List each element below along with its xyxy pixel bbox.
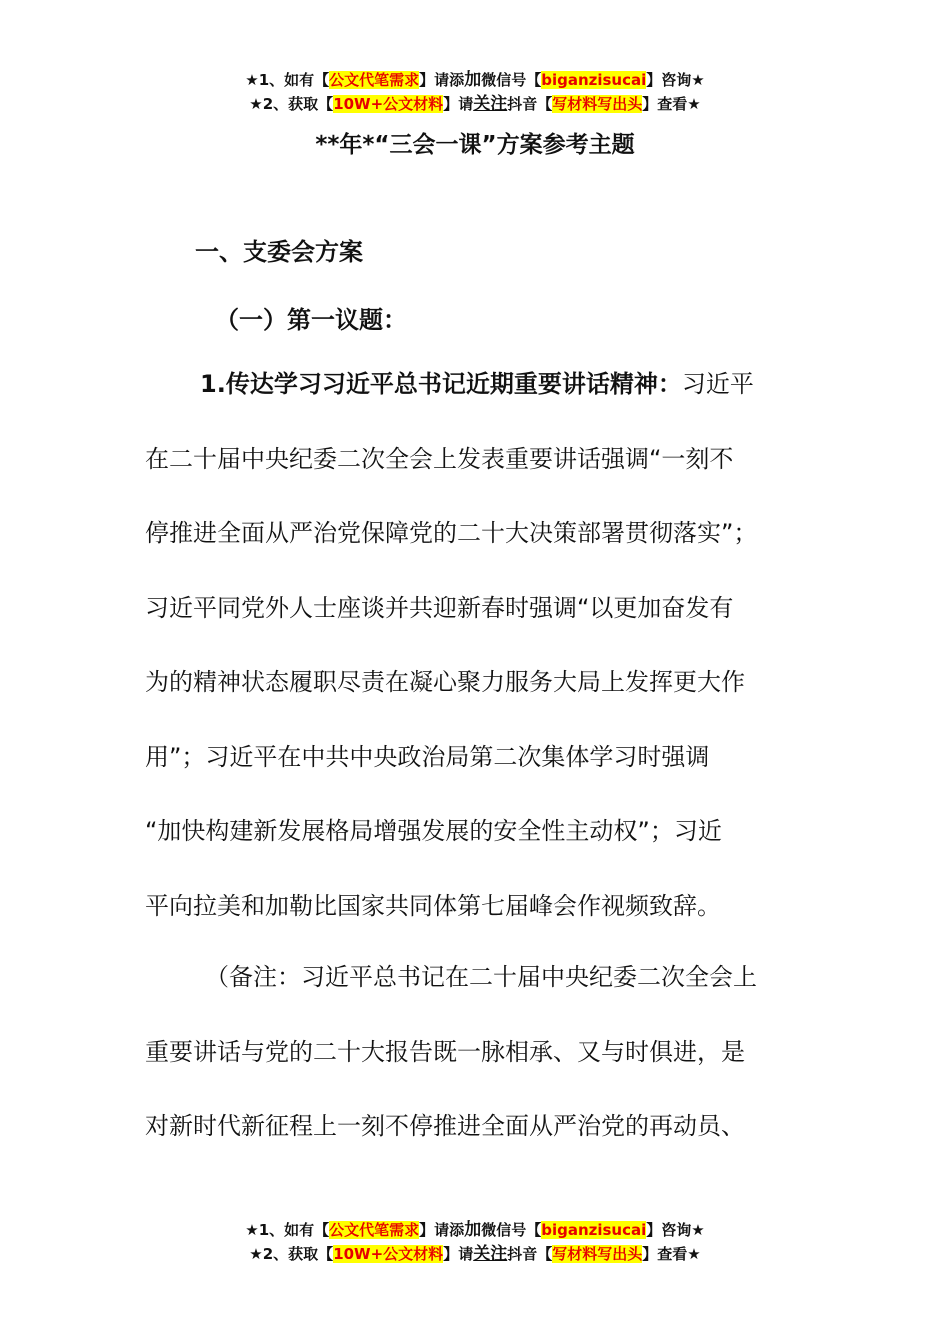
- bottom-banner: [0, 1218, 950, 1266]
- paragraph-line: 平向拉美和加勒比国家共同体第七届峰会作视频致辞。: [145, 891, 721, 920]
- highlight-materials: 10W+公文材料: [333, 95, 444, 113]
- banner-line-2: ★2、获取【10W+公文材料】请关注抖音【写材料写出头】查看★: [249, 1244, 701, 1264]
- banner-line-2: ★2、获取【10W+公文材料】请关注抖音【写材料写出头】查看★: [249, 94, 701, 114]
- highlight-ghostwriting: 公文代笔需求: [329, 1221, 420, 1239]
- highlight-douyin: 写材料写出头: [552, 1245, 643, 1263]
- section-heading: 一、支委会方案: [195, 238, 363, 266]
- paragraph-line: 重要讲话与党的二十大报告既一脉相承、又与时俱进，是: [145, 1037, 745, 1066]
- highlight-douyin: 写材料写出头: [552, 95, 643, 113]
- document-title: **年*“三会一课”方案参考主题: [315, 132, 635, 158]
- paragraph-2: [145, 940, 810, 1164]
- highlight-wechat-id: biganzisucai: [541, 1221, 647, 1239]
- banner-line-1: ★1、如有【公文代笔需求】请添加微信号【biganzisucai】咨询★: [245, 1220, 705, 1240]
- paragraph-line: 在二十届中央纪委二次全会上发表重要讲话强调“一刻不: [145, 444, 734, 473]
- paragraph-line: 1.传达学习习近平总书记近期重要讲话精神：习近平: [200, 370, 754, 398]
- highlight-materials: 10W+公文材料: [333, 1245, 444, 1263]
- paragraph-lead: 1.传达学习习近平总书记近期重要讲话精神：: [200, 370, 682, 398]
- paragraph-line: “加快构建新发展格局增强发展的安全性主动权”；习近: [145, 817, 722, 845]
- paragraph-line: 为的精神状态履职尽责在凝心聚力服务大局上发挥更大作: [145, 668, 745, 696]
- paragraph-1: [145, 347, 810, 943]
- highlight-ghostwriting: 公文代笔需求: [329, 71, 420, 89]
- top-banner: [0, 68, 950, 116]
- paragraph-line: 对新时代新征程上一刻不停推进全面从严治党的再动员、: [145, 1112, 745, 1140]
- banner-line-1: ★1、如有【公文代笔需求】请添加微信号【biganzisucai】咨询★: [245, 70, 705, 90]
- paragraph-line: 习近平同党外人士座谈并共迎新春时强调“以更加奋发有: [145, 593, 734, 622]
- paragraph-line: 停推进全面从严治党保障党的二十大决策部署贯彻落实”；: [145, 519, 758, 547]
- subsection-heading: （一）第一议题：: [215, 306, 407, 334]
- highlight-wechat-id: biganzisucai: [541, 71, 647, 89]
- paragraph-line: （备注：习近平总书记在二十届中央纪委二次全会上: [205, 963, 757, 991]
- paragraph-line: 用”；习近平在中共中央政治局第二次集体学习时强调: [145, 742, 710, 771]
